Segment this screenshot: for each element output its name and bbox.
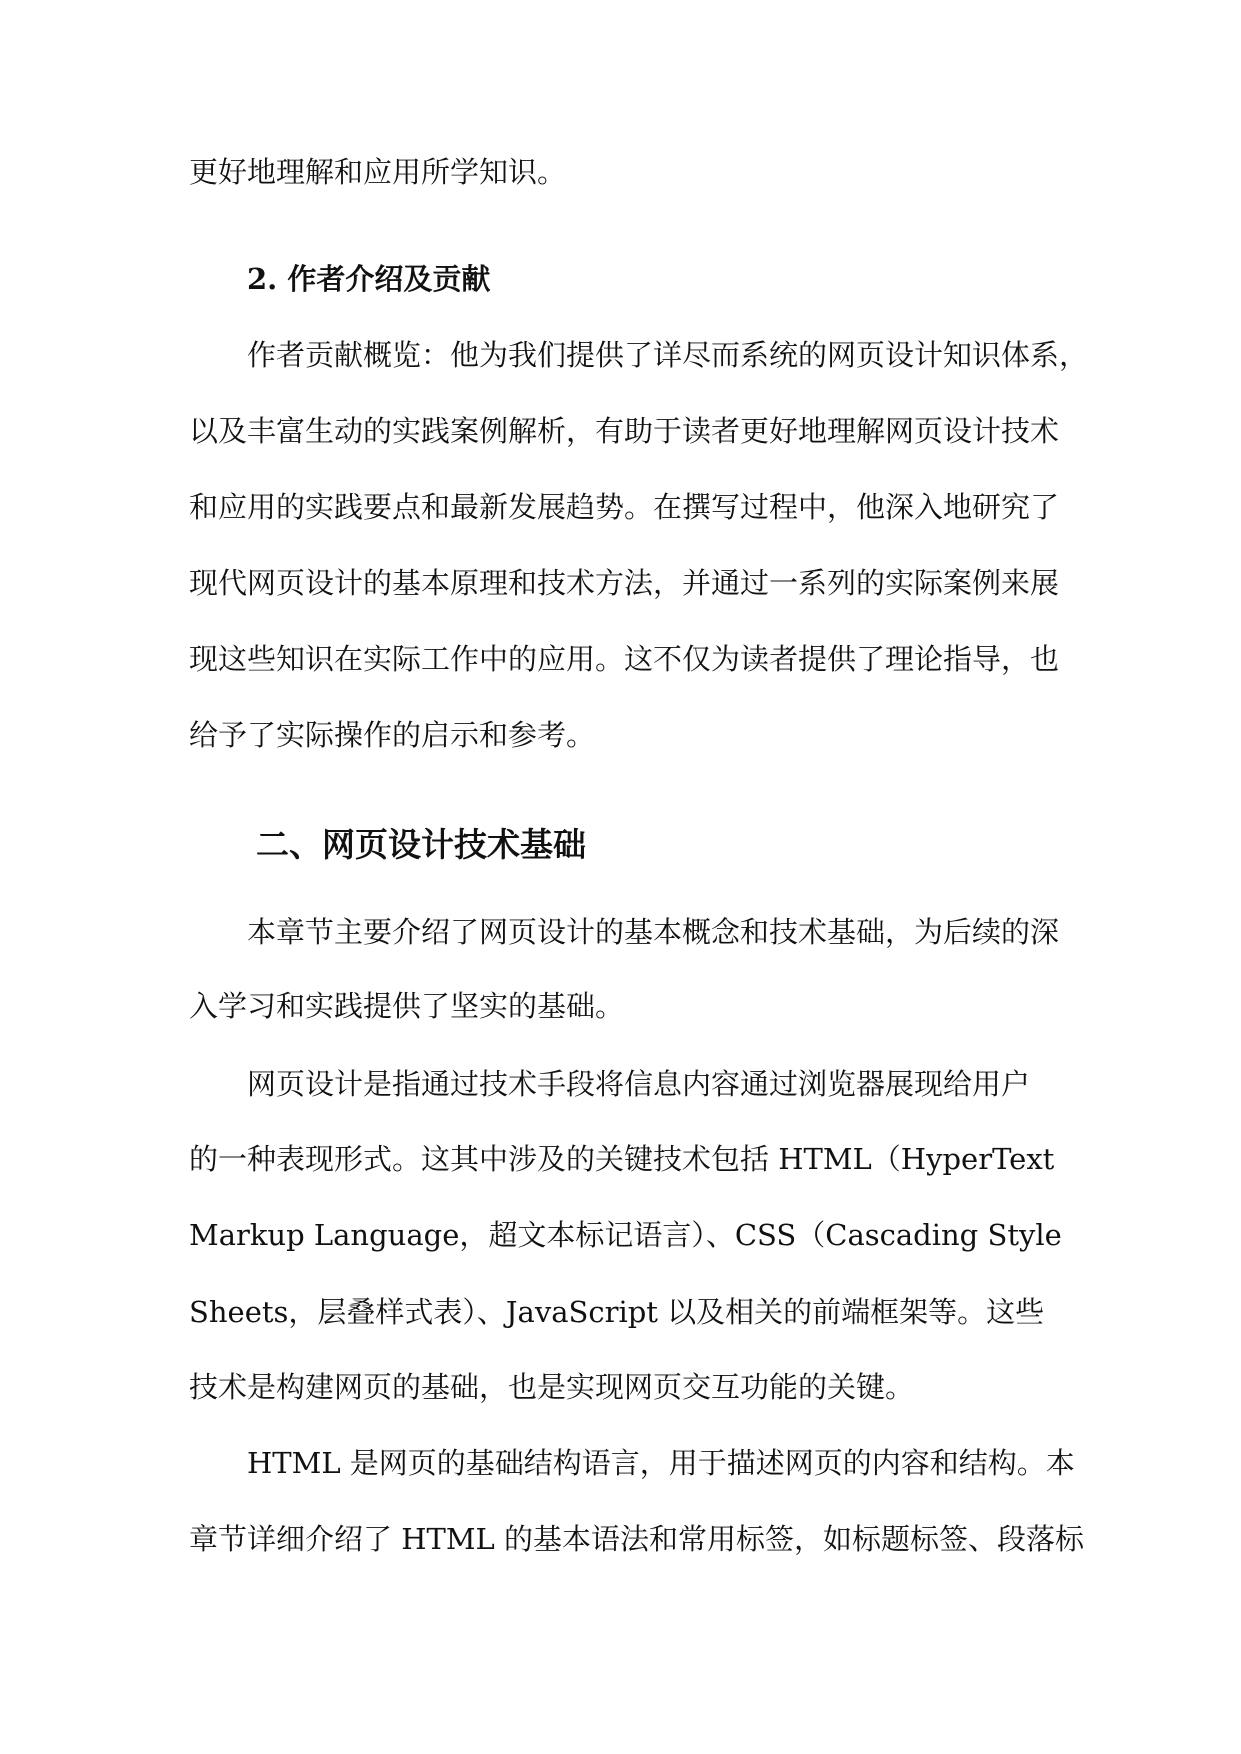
paragraph-line: Sheets，层叠样式表）、JavaScript 以及相关的前端框架等。这些 (189, 1295, 1045, 1329)
paragraph-line: 章节详细介绍了 HTML 的基本语法和常用标签，如标题标签、段落标 (189, 1522, 1085, 1556)
paragraph-line: 现代网页设计的基本原理和技术方法，并通过一系列的实际案例来展 (189, 566, 1060, 600)
paragraph-line: 作者贡献概览：他为我们提供了详尽而系统的网页设计知识体系， (247, 338, 1089, 372)
paragraph-line: HTML 是网页的基础结构语言，用于描述网页的内容和结构。本 (247, 1446, 1075, 1480)
paragraph-line: 本章节主要介绍了网页设计的基本概念和技术基础，为后续的深 (247, 915, 1060, 949)
paragraph-line: 技术是构建网页的基础，也是实现网页交互功能的关键。 (189, 1370, 915, 1404)
paragraph-line: Markup Language，超文本标记语言）、CSS（Cascading Style (189, 1218, 1062, 1252)
paragraph-line: 更好地理解和应用所学知识。 (189, 155, 567, 189)
paragraph-line: 的一种表现形式。这其中涉及的关键技术包括 HTML（HyperText (189, 1142, 1055, 1176)
paragraph-line: 和应用的实践要点和最新发展趋势。在撰写过程中，他深入地研究了 (189, 490, 1060, 524)
section-heading: 2. 作者介绍及贡献 (247, 262, 491, 296)
paragraph-line: 网页设计是指通过技术手段将信息内容通过浏览器展现给用户 (247, 1067, 1031, 1101)
paragraph-line: 以及丰富生动的实践案例解析，有助于读者更好地理解网页设计技术 (189, 414, 1060, 448)
paragraph-line: 给予了实际操作的启示和参考。 (189, 718, 596, 752)
paragraph-line: 现这些知识在实际工作中的应用。这不仅为读者提供了理论指导，也 (189, 642, 1060, 676)
chapter-heading: 二、网页设计技术基础 (256, 825, 586, 864)
paragraph-line: 入学习和实践提供了坚实的基础。 (189, 989, 625, 1023)
